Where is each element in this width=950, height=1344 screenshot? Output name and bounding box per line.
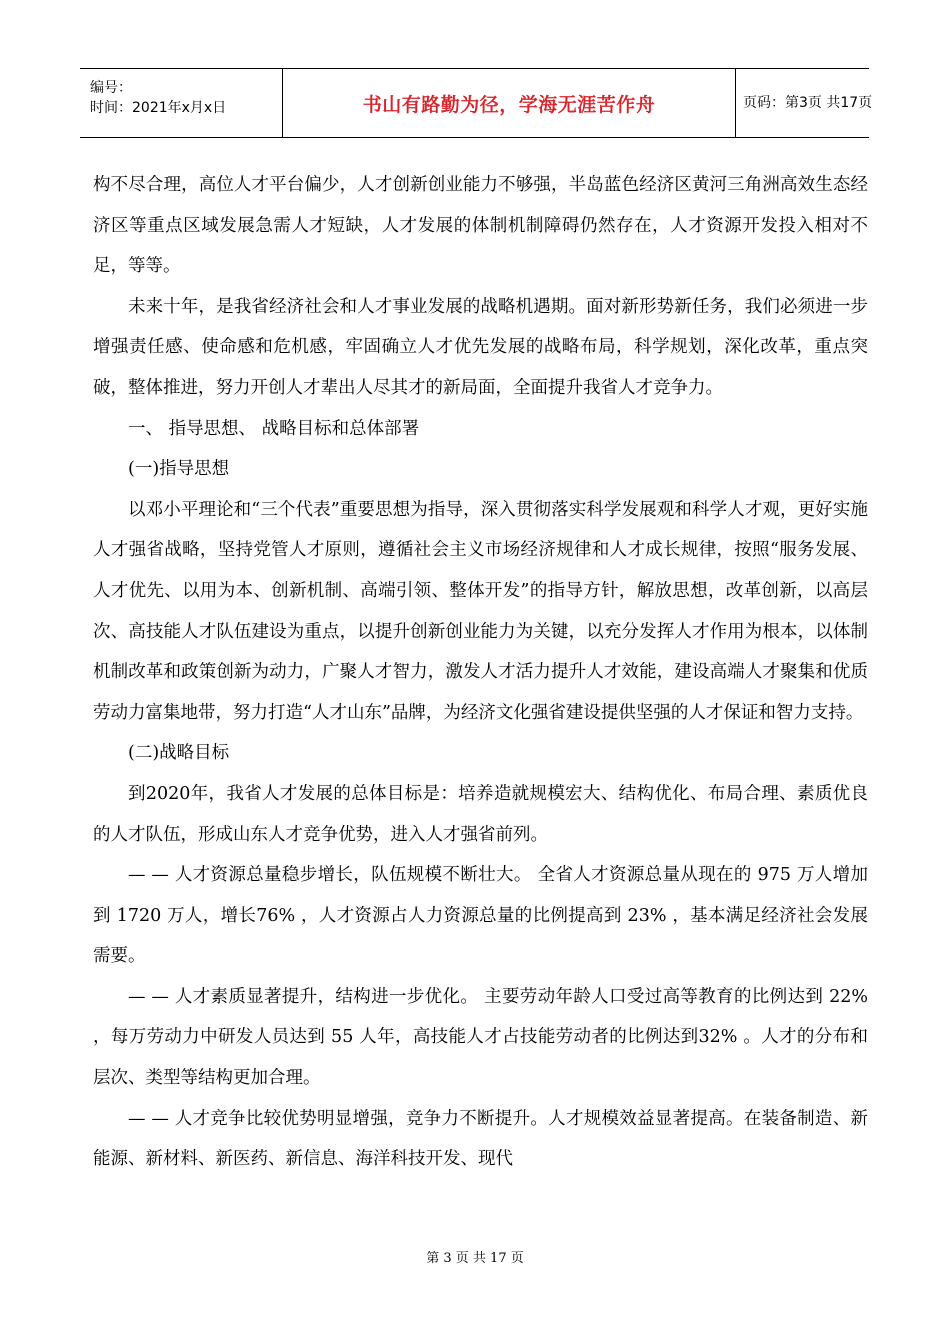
- header-page-cell: [735, 69, 873, 137]
- subsection-heading: (一)指导思想: [128, 459, 230, 480]
- paragraph: — — 人才素质显著提升，结构进一步优化。 主要劳动年龄人口受过高等教育的比例达到 22% ，每万劳动力中研发人员达到 55 人年，高技能人才占技能劳动者的比例达到32% 。人才的分布和层次、类型等结构更加合理。: [93, 986, 868, 1089]
- paragraph: — — 人才竞争比较优势明显增强，竞争力不断提升。人才规模效益显著提高。在装备制造、新能源、新材料、新医药、新信息、海洋科技开发、现代: [93, 1108, 868, 1170]
- page-header: [80, 68, 873, 138]
- document-time-label: 时间：2021年x月x日: [90, 100, 227, 116]
- header-motto: 书山有路勤为径，学海无涯苦作舟: [362, 93, 656, 116]
- paragraph: — — 人才资源总量稳步增长，队伍规模不断壮大。 全省人才资源总量从现在的 975 万人增加到 1720 万人，增长76% ，人才资源占人力资源总量的比例提高到 23% ，基本满足经济社会发展需要。: [93, 865, 868, 967]
- document-number-label: 编号：: [90, 80, 132, 96]
- subsection-heading: (二)战略目标: [128, 743, 230, 764]
- paragraph: 以邓小平理论和“三个代表”重要思想为指导，深入贯彻落实科学发展观和科学人才观，更好实施人才强省战略，坚持党管人才原则，遵循社会主义市场经济规律和人才成长规律，按照“服务发展、人才优先、以用为本、创新机制、高端引领、整体开发”的指导方针，解放思想，改革创新，以高层次、高技能人才队伍建设为重点，以提升创新创业能力为关键，以充分发挥人才作用为根本，以体制机制改革和政策创新为动力，广聚人才智力，激发人才活力提升人才效能，建设高端人才聚集和优质劳动力富集地带，努力打造“人才山东”品牌，为经济文化强省建设提供坚强的人才保证和智力支持。: [93, 499, 868, 723]
- paragraph: 未来十年，是我省经济社会和人才事业发展的战略机遇期。面对新形势新任务，我们必须进一步增强责任感、使命感和危机感，牢固确立人才优先发展的战略布局，科学规划，深化改革，重点突破，整体推进，努力开创人才辈出人尽其才的新局面，全面提升我省人才竞争力。: [93, 296, 868, 398]
- header-page-number: 页码：第3页 共17页: [743, 94, 873, 111]
- document-body: [93, 165, 868, 1180]
- page-footer: 第 3 页 共 17 页: [426, 1251, 524, 1266]
- paragraph: 到2020年，我省人才发展的总体目标是：培养造就规模宏大、结构优化、布局合理、素质优良的人才队伍，形成山东人才竞争优势，进入人才强省前列。: [93, 783, 868, 845]
- paragraph: 构不尽合理，高位人才平台偏少，人才创新创业能力不够强，半岛蓝色经济区黄河三角洲高效生态经济区等重点区域发展急需人才短缺，人才发展的体制机制障碍仍然存在，人才资源开发投入相对不足，等等。: [93, 175, 868, 277]
- section-heading: 一、 指导思想、 战略目标和总体部署: [128, 418, 420, 439]
- header-meta-cell: [80, 69, 282, 137]
- header-motto-cell: [282, 69, 736, 137]
